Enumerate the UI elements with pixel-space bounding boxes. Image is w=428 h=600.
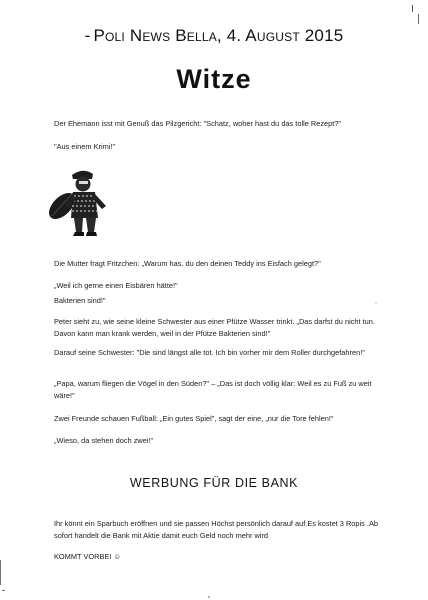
newsletter-header <box>0 26 428 46</box>
joke-5-text: „Papa, warum fliegen die Vögel in den Süden?" – „Das ist doch völlig klar: Weil es zu Fuß zu weit wäre!" <box>54 379 372 400</box>
joke-4-text: Darauf seine Schwester: "Die sind längst alle tot. Ich bin vorher mir dem Roller durchgefahren!" <box>54 348 365 357</box>
joke-1-line-1: Der Ehemann isst mit Genuß das Pilzgericht: "Schatz, woher hast du das tolle Rezept?" <box>54 119 342 128</box>
joke-6-line-2: „Wieso, da stehen doch zwei!" <box>54 436 154 445</box>
header-title: Poli News Bella, 4. August 2015 <box>93 26 344 45</box>
header-dash: - <box>84 26 91 45</box>
ad-closing: KOMMT VORBEI ☺ <box>54 552 121 561</box>
page-title: Witze <box>176 64 252 94</box>
joke-3-text: Peter sieht zu, wie seine kleine Schwester aus einer Pfütze Wasser trinkt. „Das darfst du nicht tun. Davon kann man krank werden, weil in der Pfütze Bakterien sind!" <box>54 317 375 338</box>
joke-2-line-2: „Weil ich gerne einen Eisbären hätte!" <box>54 281 178 290</box>
ad-text: Ihr könnt ein Sparbuch eröffnen und sie passen Höchst persönlich darauf auf.Es kostet 3 Ropis .Ab sofort handelt die Bank mit Aktie damit euch Geld noch mehr wird <box>54 519 379 540</box>
skateboarder-illustration <box>46 168 134 248</box>
joke-1-line-2: "Aus einem Krimi!" <box>54 142 116 151</box>
joke-6-line-1: Zwei Freunde schauen Fußball: „Ein gutes Spiel", sagt der eine, „nur die Tore fehlen!" <box>54 414 334 423</box>
joke-2-line-3: Bakterien sind!" <box>54 296 106 305</box>
ad-heading: WERBUNG FÜR DIE BANK <box>129 476 299 490</box>
joke-2-line-1: Die Mutter fragt Fritzchen: „Warum has. du den deinen Teddy ins Eisfach gelegt?" <box>54 259 321 268</box>
